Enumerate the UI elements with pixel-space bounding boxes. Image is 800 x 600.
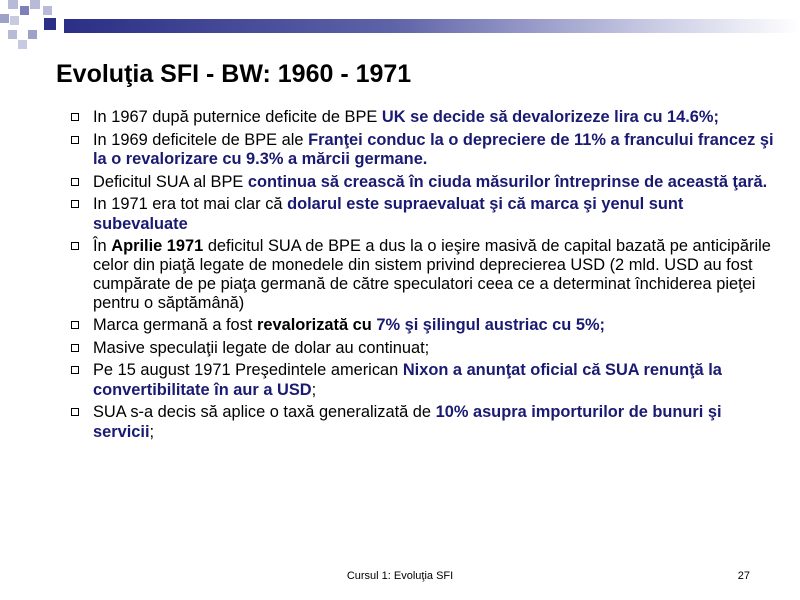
bullet-text: continua să crească în ciuda măsurilor întreprinse de această ţară.: [247, 172, 768, 191]
bullet-item: [70, 108, 780, 128]
square-bullet-icon: [71, 242, 79, 250]
bullet-text: In 1969 deficitele de BPE ale: [93, 130, 309, 149]
bullet-text: ;: [149, 422, 155, 441]
decorative-squares: [0, 0, 70, 50]
bullet-text: UK se decide să devalorizeze lira cu 14.6%;: [381, 108, 719, 126]
square-bullet-icon: [71, 178, 79, 186]
bullet-text: În: [93, 237, 112, 255]
footer-course: Cursul 1: Evoluţia SFI: [346, 570, 454, 582]
square-bullet-icon: [71, 366, 79, 374]
bullet-text: 7% şi şilingul austriac cu 5%;: [376, 316, 605, 334]
bullet-text: revalorizată cu: [256, 316, 377, 334]
page-number: 27: [737, 570, 750, 582]
square-bullet-icon: [71, 136, 79, 144]
header-band: [64, 19, 800, 33]
bullet-text: Masive speculaţii legate de dolar au continuat;: [93, 338, 430, 357]
bullet-text: deficitul SUA de BPE a dus la o ieşire masivă de capital bazată pe anticipările celor din piaţă legate de monedele din sistem privind deprecierea USD (2 mld. USD au fost cumpărate de pe piaţa germană de către speculatori ceea ce a determinat închiderea pieţei pentru o săptămână): [93, 237, 771, 312]
square-bullet-icon: [71, 200, 79, 208]
bullet-text: Nixon a anunţat oficial că SUA renunţă la convertibilitate în aur a USD: [93, 361, 722, 399]
square-bullet-icon: [71, 113, 79, 121]
bullet-item: [70, 403, 780, 442]
bullet-item: [70, 195, 780, 234]
bullet-text: ;: [311, 380, 317, 399]
bullet-item: [70, 361, 780, 400]
bullet-text: In 1967 după puternice deficite de BPE: [93, 108, 382, 126]
square-bullet-icon: [71, 321, 79, 329]
square-bullet-icon: [71, 344, 79, 352]
bullet-text: dolarul este supraevaluat şi că marca şi yenul sunt subevaluate: [93, 195, 684, 233]
bullet-text: Deficitul SUA al BPE: [93, 172, 248, 191]
bullet-list: [70, 108, 780, 445]
bullet-text: Pe 15 august 1971 Preşedintele american: [93, 361, 403, 379]
grid-squares: [0, 0, 56, 49]
bullet-text: Marca germană a fost: [93, 316, 257, 334]
bullet-item: [70, 173, 780, 193]
slide-title: Evoluţia SFI - BW: 1960 - 1971: [56, 60, 412, 88]
bullet-text: 10% asupra importurilor de bunuri şi servicii: [93, 403, 722, 441]
bullet-item: [70, 131, 780, 170]
bullet-item: [70, 339, 780, 359]
bullet-text: Aprilie 1971: [111, 237, 204, 255]
bullet-item: [70, 237, 780, 313]
bullet-text: SUA s-a decis să aplice o taxă generalizată de: [93, 403, 436, 421]
bullet-text: In 1971 era tot mai clar că: [93, 195, 288, 213]
square-bullet-icon: [71, 408, 79, 416]
bullet-text: Franţei conduc la o depreciere de 11% a francului francez şi la o revalorizare cu 9.3% a mărcii germane.: [93, 130, 774, 168]
bullet-item: [70, 316, 780, 336]
